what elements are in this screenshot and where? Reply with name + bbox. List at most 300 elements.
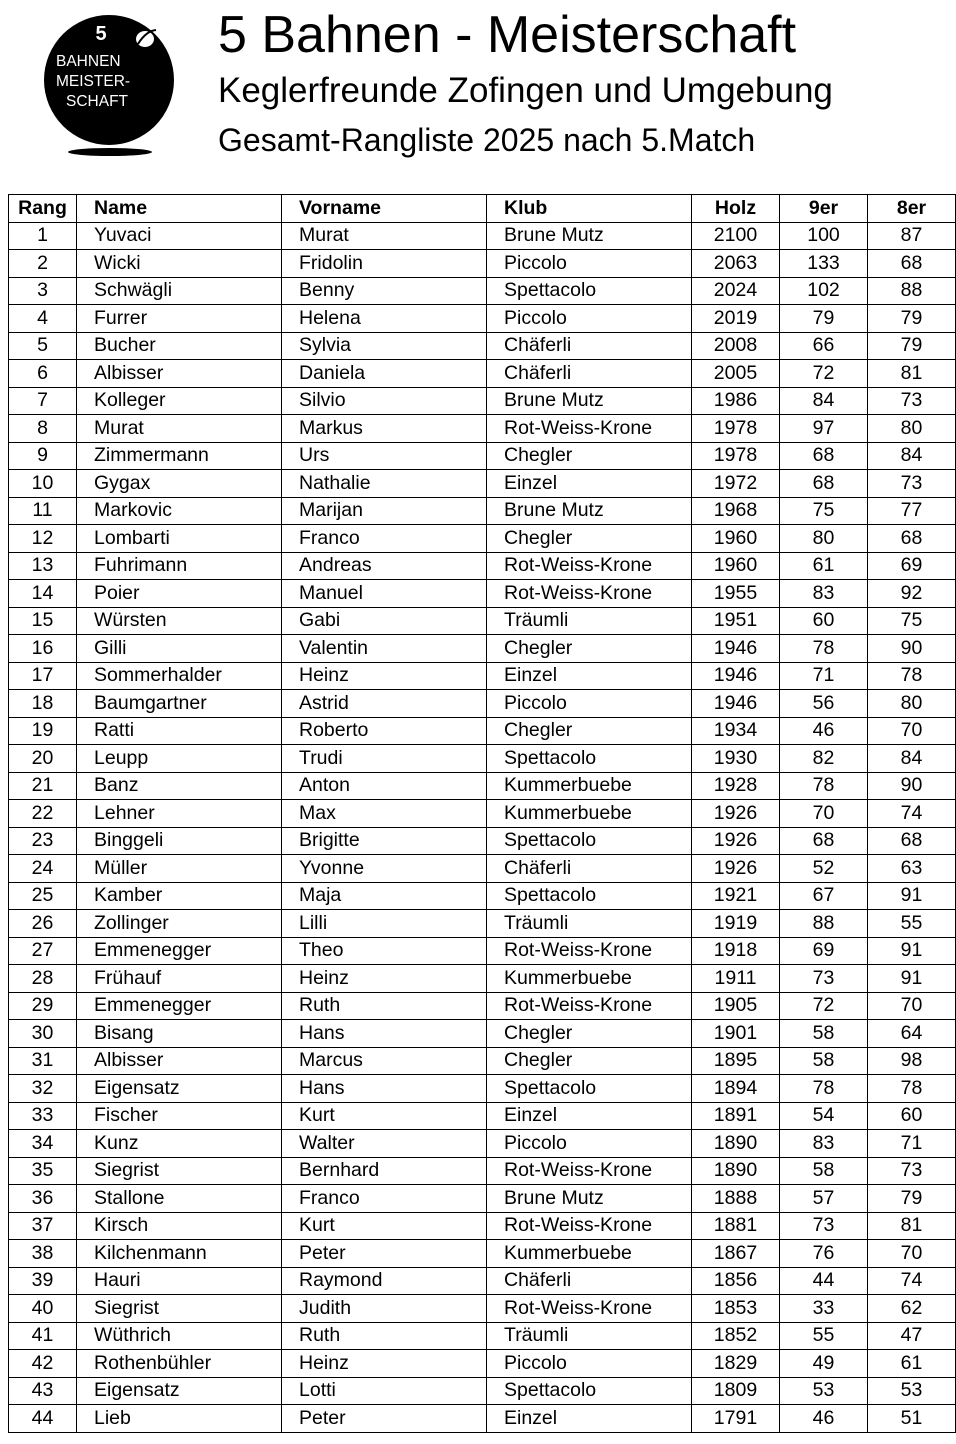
klub-cell: Einzel [487, 1102, 692, 1130]
table-row [9, 332, 956, 360]
name-cell: Siegrist [77, 1157, 282, 1185]
name-cell: Frühauf [77, 965, 282, 993]
klub-cell: Spettacolo [487, 882, 692, 910]
klub-cell: Chäferli [487, 855, 692, 883]
vorname-cell: Yvonne [282, 855, 487, 883]
vorname-cell: Theo [282, 937, 487, 965]
holz-cell: 1926 [692, 827, 780, 855]
klub-cell: Rot-Weiss-Krone [487, 552, 692, 580]
table-row [9, 1047, 956, 1075]
name-cell: Emmenegger [77, 937, 282, 965]
8er-cell: 80 [868, 415, 956, 443]
name-cell: Wicki [77, 250, 282, 278]
name-cell: Siegrist [77, 1295, 282, 1323]
table-row [9, 1185, 956, 1213]
rank-cell: 36 [9, 1185, 77, 1213]
table-row [9, 1322, 956, 1350]
vorname-cell: Astrid [282, 690, 487, 718]
name-cell: Baumgartner [77, 690, 282, 718]
klub-cell: Einzel [487, 1405, 692, 1433]
table-row [9, 690, 956, 718]
table-row [9, 965, 956, 993]
name-cell: Würsten [77, 607, 282, 635]
8er-cell: 79 [868, 1185, 956, 1213]
table-row [9, 360, 956, 388]
8er-cell: 98 [868, 1047, 956, 1075]
8er-cell: 55 [868, 910, 956, 938]
vorname-cell: Sylvia [282, 332, 487, 360]
8er-cell: 64 [868, 1020, 956, 1048]
table-row [9, 827, 956, 855]
klub-cell: Chegler [487, 635, 692, 663]
vorname-cell: Daniela [282, 360, 487, 388]
rank-cell: 12 [9, 525, 77, 553]
klub-cell: Träumli [487, 607, 692, 635]
name-cell: Kunz [77, 1130, 282, 1158]
9er-cell: 76 [780, 1240, 868, 1268]
holz-cell: 1894 [692, 1075, 780, 1103]
rank-cell: 22 [9, 800, 77, 828]
8er-cell: 92 [868, 580, 956, 608]
klub-cell: Kummerbuebe [487, 1240, 692, 1268]
name-cell: Stallone [77, 1185, 282, 1213]
9er-cell: 68 [780, 827, 868, 855]
8er-cell: 73 [868, 1157, 956, 1185]
klub-cell: Chäferli [487, 332, 692, 360]
vorname-cell: Heinz [282, 662, 487, 690]
table-row [9, 910, 956, 938]
vorname-cell: Roberto [282, 717, 487, 745]
klub-cell: Piccolo [487, 1350, 692, 1378]
rank-cell: 15 [9, 607, 77, 635]
9er-cell: 78 [780, 635, 868, 663]
column-header-name: Name [77, 195, 282, 223]
table-row [9, 1377, 956, 1405]
name-cell: Gygax [77, 470, 282, 498]
rank-cell: 16 [9, 635, 77, 663]
8er-cell: 87 [868, 222, 956, 250]
vorname-cell: Gabi [282, 607, 487, 635]
holz-cell: 1978 [692, 442, 780, 470]
rank-cell: 20 [9, 745, 77, 773]
vorname-cell: Lilli [282, 910, 487, 938]
column-header-rang: Rang [9, 195, 77, 223]
holz-cell: 2100 [692, 222, 780, 250]
table-row [9, 552, 956, 580]
table-row [9, 772, 956, 800]
name-cell: Lehner [77, 800, 282, 828]
rank-cell: 23 [9, 827, 77, 855]
klub-cell: Rot-Weiss-Krone [487, 415, 692, 443]
table-row [9, 1267, 956, 1295]
table-row [9, 222, 956, 250]
name-cell: Albisser [77, 1047, 282, 1075]
name-cell: Bucher [77, 332, 282, 360]
name-cell: Kolleger [77, 387, 282, 415]
holz-cell: 1960 [692, 552, 780, 580]
vorname-cell: Peter [282, 1240, 487, 1268]
table-row [9, 1075, 956, 1103]
table-row [9, 1020, 956, 1048]
8er-cell: 53 [868, 1377, 956, 1405]
table-row [9, 1102, 956, 1130]
klub-cell: Einzel [487, 662, 692, 690]
name-cell: Sommerhalder [77, 662, 282, 690]
8er-cell: 70 [868, 717, 956, 745]
name-cell: Zollinger [77, 910, 282, 938]
rank-cell: 34 [9, 1130, 77, 1158]
9er-cell: 133 [780, 250, 868, 278]
8er-cell: 91 [868, 965, 956, 993]
rank-cell: 21 [9, 772, 77, 800]
table-row [9, 1405, 956, 1433]
logo-number: 5 [95, 23, 107, 45]
table-row [9, 250, 956, 278]
holz-cell: 1986 [692, 387, 780, 415]
name-cell: Poier [77, 580, 282, 608]
holz-cell: 2063 [692, 250, 780, 278]
logo-shadow [68, 148, 152, 156]
8er-cell: 75 [868, 607, 956, 635]
vorname-cell: Maja [282, 882, 487, 910]
holz-cell: 1809 [692, 1377, 780, 1405]
rank-cell: 17 [9, 662, 77, 690]
8er-cell: 62 [868, 1295, 956, 1323]
vorname-cell: Nathalie [282, 470, 487, 498]
vorname-cell: Silvio [282, 387, 487, 415]
8er-cell: 84 [868, 442, 956, 470]
8er-cell: 91 [868, 937, 956, 965]
name-cell: Albisser [77, 360, 282, 388]
name-cell: Gilli [77, 635, 282, 663]
rank-cell: 26 [9, 910, 77, 938]
page-subtitle: Keglerfreunde Zofingen und Umgebung [218, 71, 833, 110]
holz-cell: 1901 [692, 1020, 780, 1048]
9er-cell: 80 [780, 525, 868, 553]
9er-cell: 70 [780, 800, 868, 828]
name-cell: Murat [77, 415, 282, 443]
klub-cell: Brune Mutz [487, 387, 692, 415]
vorname-cell: Franco [282, 525, 487, 553]
8er-cell: 51 [868, 1405, 956, 1433]
holz-cell: 1856 [692, 1267, 780, 1295]
klub-cell: Piccolo [487, 250, 692, 278]
9er-cell: 67 [780, 882, 868, 910]
9er-cell: 72 [780, 992, 868, 1020]
9er-cell: 49 [780, 1350, 868, 1378]
name-cell: Markovic [77, 497, 282, 525]
vorname-cell: Kurt [282, 1102, 487, 1130]
table-row [9, 1240, 956, 1268]
page-title: 5 Bahnen - Meisterschaft [218, 6, 797, 64]
klub-cell: Chegler [487, 717, 692, 745]
table-row [9, 1212, 956, 1240]
8er-cell: 70 [868, 1240, 956, 1268]
vorname-cell: Hans [282, 1075, 487, 1103]
klub-cell: Kummerbuebe [487, 800, 692, 828]
name-cell: Wüthrich [77, 1322, 282, 1350]
9er-cell: 83 [780, 1130, 868, 1158]
klub-cell: Spettacolo [487, 827, 692, 855]
table-row [9, 1350, 956, 1378]
klub-cell: Chegler [487, 442, 692, 470]
8er-cell: 68 [868, 827, 956, 855]
klub-cell: Piccolo [487, 690, 692, 718]
vorname-cell: Lotti [282, 1377, 487, 1405]
vorname-cell: Helena [282, 305, 487, 333]
table-row [9, 745, 956, 773]
9er-cell: 84 [780, 387, 868, 415]
vorname-cell: Marijan [282, 497, 487, 525]
holz-cell: 1972 [692, 470, 780, 498]
name-cell: Kirsch [77, 1212, 282, 1240]
klub-cell: Chäferli [487, 1267, 692, 1295]
rank-cell: 1 [9, 222, 77, 250]
name-cell: Kamber [77, 882, 282, 910]
holz-cell: 1946 [692, 662, 780, 690]
rank-cell: 38 [9, 1240, 77, 1268]
holz-cell: 2008 [692, 332, 780, 360]
rank-cell: 35 [9, 1157, 77, 1185]
klub-cell: Rot-Weiss-Krone [487, 937, 692, 965]
8er-cell: 69 [868, 552, 956, 580]
column-header-9er: 9er [780, 195, 868, 223]
9er-cell: 46 [780, 1405, 868, 1433]
8er-cell: 90 [868, 635, 956, 663]
9er-cell: 69 [780, 937, 868, 965]
vorname-cell: Bernhard [282, 1157, 487, 1185]
klub-cell: Chäferli [487, 360, 692, 388]
name-cell: Lieb [77, 1405, 282, 1433]
rank-cell: 7 [9, 387, 77, 415]
rank-cell: 39 [9, 1267, 77, 1295]
rank-cell: 42 [9, 1350, 77, 1378]
holz-cell: 2005 [692, 360, 780, 388]
8er-cell: 61 [868, 1350, 956, 1378]
rank-cell: 43 [9, 1377, 77, 1405]
holz-cell: 1926 [692, 800, 780, 828]
rank-cell: 28 [9, 965, 77, 993]
8er-cell: 80 [868, 690, 956, 718]
8er-cell: 84 [868, 745, 956, 773]
vorname-cell: Kurt [282, 1212, 487, 1240]
holz-cell: 1881 [692, 1212, 780, 1240]
klub-cell: Chegler [487, 525, 692, 553]
9er-cell: 53 [780, 1377, 868, 1405]
9er-cell: 83 [780, 580, 868, 608]
holz-cell: 1852 [692, 1322, 780, 1350]
klub-cell: Träumli [487, 1322, 692, 1350]
table-row [9, 937, 956, 965]
9er-cell: 73 [780, 965, 868, 993]
klub-cell: Spettacolo [487, 745, 692, 773]
name-cell: Leupp [77, 745, 282, 773]
8er-cell: 74 [868, 1267, 956, 1295]
klub-cell: Piccolo [487, 1130, 692, 1158]
holz-cell: 1918 [692, 937, 780, 965]
holz-cell: 1891 [692, 1102, 780, 1130]
rank-cell: 5 [9, 332, 77, 360]
vorname-cell: Trudi [282, 745, 487, 773]
9er-cell: 73 [780, 1212, 868, 1240]
bowling-ball-icon [134, 27, 158, 49]
table-row [9, 1295, 956, 1323]
klub-cell: Spettacolo [487, 277, 692, 305]
klub-cell: Rot-Weiss-Krone [487, 1212, 692, 1240]
vorname-cell: Raymond [282, 1267, 487, 1295]
vorname-cell: Markus [282, 415, 487, 443]
9er-cell: 66 [780, 332, 868, 360]
vorname-cell: Ruth [282, 1322, 487, 1350]
rank-cell: 18 [9, 690, 77, 718]
table-row [9, 277, 956, 305]
vorname-cell: Benny [282, 277, 487, 305]
table-row [9, 442, 956, 470]
rank-cell: 19 [9, 717, 77, 745]
holz-cell: 1867 [692, 1240, 780, 1268]
klub-cell: Brune Mutz [487, 497, 692, 525]
8er-cell: 71 [868, 1130, 956, 1158]
klub-cell: Einzel [487, 470, 692, 498]
table-header-row [9, 195, 956, 223]
holz-cell: 1934 [692, 717, 780, 745]
name-cell: Müller [77, 855, 282, 883]
name-cell: Yuvaci [77, 222, 282, 250]
vorname-cell: Judith [282, 1295, 487, 1323]
rank-cell: 37 [9, 1212, 77, 1240]
ranking-table [8, 194, 956, 1433]
name-cell: Ratti [77, 717, 282, 745]
rank-cell: 11 [9, 497, 77, 525]
rank-cell: 13 [9, 552, 77, 580]
9er-cell: 55 [780, 1322, 868, 1350]
column-header-vorname: Vorname [282, 195, 487, 223]
8er-cell: 91 [868, 882, 956, 910]
name-cell: Rothenbühler [77, 1350, 282, 1378]
holz-cell: 1960 [692, 525, 780, 553]
9er-cell: 54 [780, 1102, 868, 1130]
8er-cell: 78 [868, 1075, 956, 1103]
table-row [9, 882, 956, 910]
holz-cell: 1829 [692, 1350, 780, 1378]
vorname-cell: Valentin [282, 635, 487, 663]
holz-cell: 1890 [692, 1157, 780, 1185]
8er-cell: 78 [868, 662, 956, 690]
klub-cell: Spettacolo [487, 1377, 692, 1405]
holz-cell: 1919 [692, 910, 780, 938]
vorname-cell: Heinz [282, 965, 487, 993]
rank-cell: 6 [9, 360, 77, 388]
8er-cell: 74 [868, 800, 956, 828]
9er-cell: 100 [780, 222, 868, 250]
8er-cell: 70 [868, 992, 956, 1020]
holz-cell: 1791 [692, 1405, 780, 1433]
9er-cell: 102 [780, 277, 868, 305]
name-cell: Hauri [77, 1267, 282, 1295]
ranking-subtitle: Gesamt-Rangliste 2025 nach 5.Match [218, 122, 756, 158]
holz-cell: 2024 [692, 277, 780, 305]
column-header-klub: Klub [487, 195, 692, 223]
holz-cell: 1888 [692, 1185, 780, 1213]
holz-cell: 1946 [692, 690, 780, 718]
rank-cell: 30 [9, 1020, 77, 1048]
table-row [9, 662, 956, 690]
table-row [9, 525, 956, 553]
klub-cell: Chegler [487, 1020, 692, 1048]
name-cell: Lombarti [77, 525, 282, 553]
holz-cell: 1905 [692, 992, 780, 1020]
klub-cell: Rot-Weiss-Krone [487, 1157, 692, 1185]
column-header-holz: Holz [692, 195, 780, 223]
holz-cell: 1946 [692, 635, 780, 663]
column-header-8er: 8er [868, 195, 956, 223]
rank-cell: 2 [9, 250, 77, 278]
holz-cell: 1928 [692, 772, 780, 800]
klub-cell: Rot-Weiss-Krone [487, 1295, 692, 1323]
8er-cell: 79 [868, 332, 956, 360]
logo-line-2: MEISTER- [56, 73, 131, 90]
9er-cell: 44 [780, 1267, 868, 1295]
holz-cell: 1921 [692, 882, 780, 910]
rank-cell: 14 [9, 580, 77, 608]
8er-cell: 73 [868, 470, 956, 498]
rank-cell: 3 [9, 277, 77, 305]
table-row [9, 800, 956, 828]
holz-cell: 1978 [692, 415, 780, 443]
vorname-cell: Fridolin [282, 250, 487, 278]
rank-cell: 9 [9, 442, 77, 470]
name-cell: Emmenegger [77, 992, 282, 1020]
rank-cell: 29 [9, 992, 77, 1020]
klub-cell: Brune Mutz [487, 222, 692, 250]
table-row [9, 855, 956, 883]
table-row [9, 470, 956, 498]
name-cell: Binggeli [77, 827, 282, 855]
table-row [9, 415, 956, 443]
9er-cell: 46 [780, 717, 868, 745]
table-row [9, 1130, 956, 1158]
vorname-cell: Urs [282, 442, 487, 470]
holz-cell: 1926 [692, 855, 780, 883]
holz-cell: 1895 [692, 1047, 780, 1075]
9er-cell: 58 [780, 1157, 868, 1185]
table-row [9, 1157, 956, 1185]
8er-cell: 90 [868, 772, 956, 800]
table-row [9, 580, 956, 608]
9er-cell: 56 [780, 690, 868, 718]
8er-cell: 81 [868, 360, 956, 388]
rank-cell: 41 [9, 1322, 77, 1350]
holz-cell: 1968 [692, 497, 780, 525]
klub-cell: Rot-Weiss-Krone [487, 992, 692, 1020]
name-cell: Zimmermann [77, 442, 282, 470]
8er-cell: 68 [868, 250, 956, 278]
klub-cell: Chegler [487, 1047, 692, 1075]
8er-cell: 60 [868, 1102, 956, 1130]
name-cell: Furrer [77, 305, 282, 333]
name-cell: Kilchenmann [77, 1240, 282, 1268]
9er-cell: 79 [780, 305, 868, 333]
rank-cell: 4 [9, 305, 77, 333]
vorname-cell: Max [282, 800, 487, 828]
klub-cell: Kummerbuebe [487, 965, 692, 993]
8er-cell: 81 [868, 1212, 956, 1240]
9er-cell: 58 [780, 1047, 868, 1075]
logo [44, 15, 176, 160]
name-cell: Fuhrimann [77, 552, 282, 580]
name-cell: Eigensatz [77, 1075, 282, 1103]
9er-cell: 52 [780, 855, 868, 883]
